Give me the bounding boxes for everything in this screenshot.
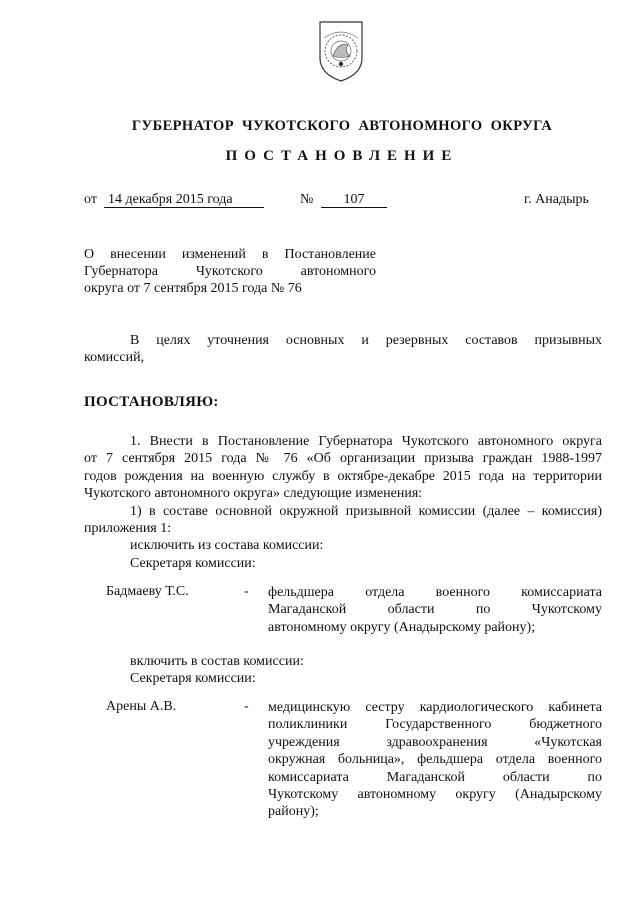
included-person-description (268, 699, 602, 821)
preamble-paragraph (84, 332, 602, 367)
document-place: г. Анадырь (524, 192, 589, 207)
date-from-label: от (84, 192, 97, 207)
include-heading: включить в состав комиссии: (130, 654, 304, 669)
organization-title: ГУБЕРНАТОР ЧУКОТСКОГО АВТОНОМНОГО ОКРУГА (131, 118, 553, 134)
description-line: поликлиники Государственного бюджетного (268, 717, 602, 733)
exclude-role: Секретаря комиссии: (130, 555, 256, 571)
document-number: 107 (321, 192, 387, 208)
subject-line: округа от 7 сентября 2015 года № 76 (84, 281, 302, 296)
include-role: Секретаря комиссии: (130, 671, 256, 687)
document-subject (84, 246, 376, 297)
subject-line: О внесении изменений в Постановление (84, 247, 376, 262)
document-date: 14 декабря 2015 года (104, 192, 264, 208)
entry-dash: - (244, 699, 249, 714)
description-line: автономному округу (Анадырскому району); (268, 619, 536, 635)
chukotka-coat-of-arms-icon (314, 18, 368, 84)
number-label: № (300, 192, 314, 207)
decree-heading: ПОСТАНОВЛЯЮ: (84, 394, 219, 410)
sub-item-1-line: приложения 1: (84, 521, 172, 537)
item-1-line: от 7 сентября 2015 года № 76 «Об организации призыва граждан 1988-1997 (84, 451, 602, 467)
excluded-person-description (268, 584, 602, 636)
description-line: фельдшера отдела военного комиссариата (268, 585, 602, 600)
included-person-name: Арены А.В. (106, 699, 177, 714)
description-line: медицинскую сестру кардиологического кабинета (268, 700, 602, 715)
excluded-person-name: Бадмаеву Т.С. (106, 584, 189, 599)
item-1-paragraph (84, 433, 602, 572)
subject-line: Губернатора Чукотского автономного (84, 264, 376, 279)
document-type-title: ПОСТАНОВЛЕНИЕ (225, 148, 459, 164)
include-section (84, 653, 602, 688)
exclude-heading: исключить из состава комиссии: (130, 538, 324, 554)
preamble-line: В целях уточнения основных и резервных составов призывных (130, 333, 602, 348)
preamble-line: комиссий, (84, 350, 145, 366)
coat-of-arms-emblem (314, 18, 368, 84)
description-line: району); (268, 804, 319, 820)
description-line: окружная больница», фельдшера отдела военного (268, 752, 602, 768)
description-line: Чукотскому автономному округу (Анадырскому (268, 787, 602, 803)
description-line: учреждения здравоохранения «Чукотская (268, 734, 602, 750)
sub-item-1-line: 1) в составе основной окружной призывной комиссии (далее – комиссия) (130, 503, 602, 519)
entry-dash: - (244, 584, 249, 599)
item-1-line: годов рождения на военную службу в октябре-декабре 2015 года на территории (84, 468, 602, 484)
item-1-line: Чукотского автономного округа» следующие изменения: (84, 486, 423, 502)
description-line: комиссариата Магаданской области по (268, 769, 602, 785)
description-line: Магаданской области по Чукотскому (268, 602, 602, 618)
item-1-line: 1. Внести в Постановление Губернатора Чукотского автономного округа (130, 434, 602, 449)
